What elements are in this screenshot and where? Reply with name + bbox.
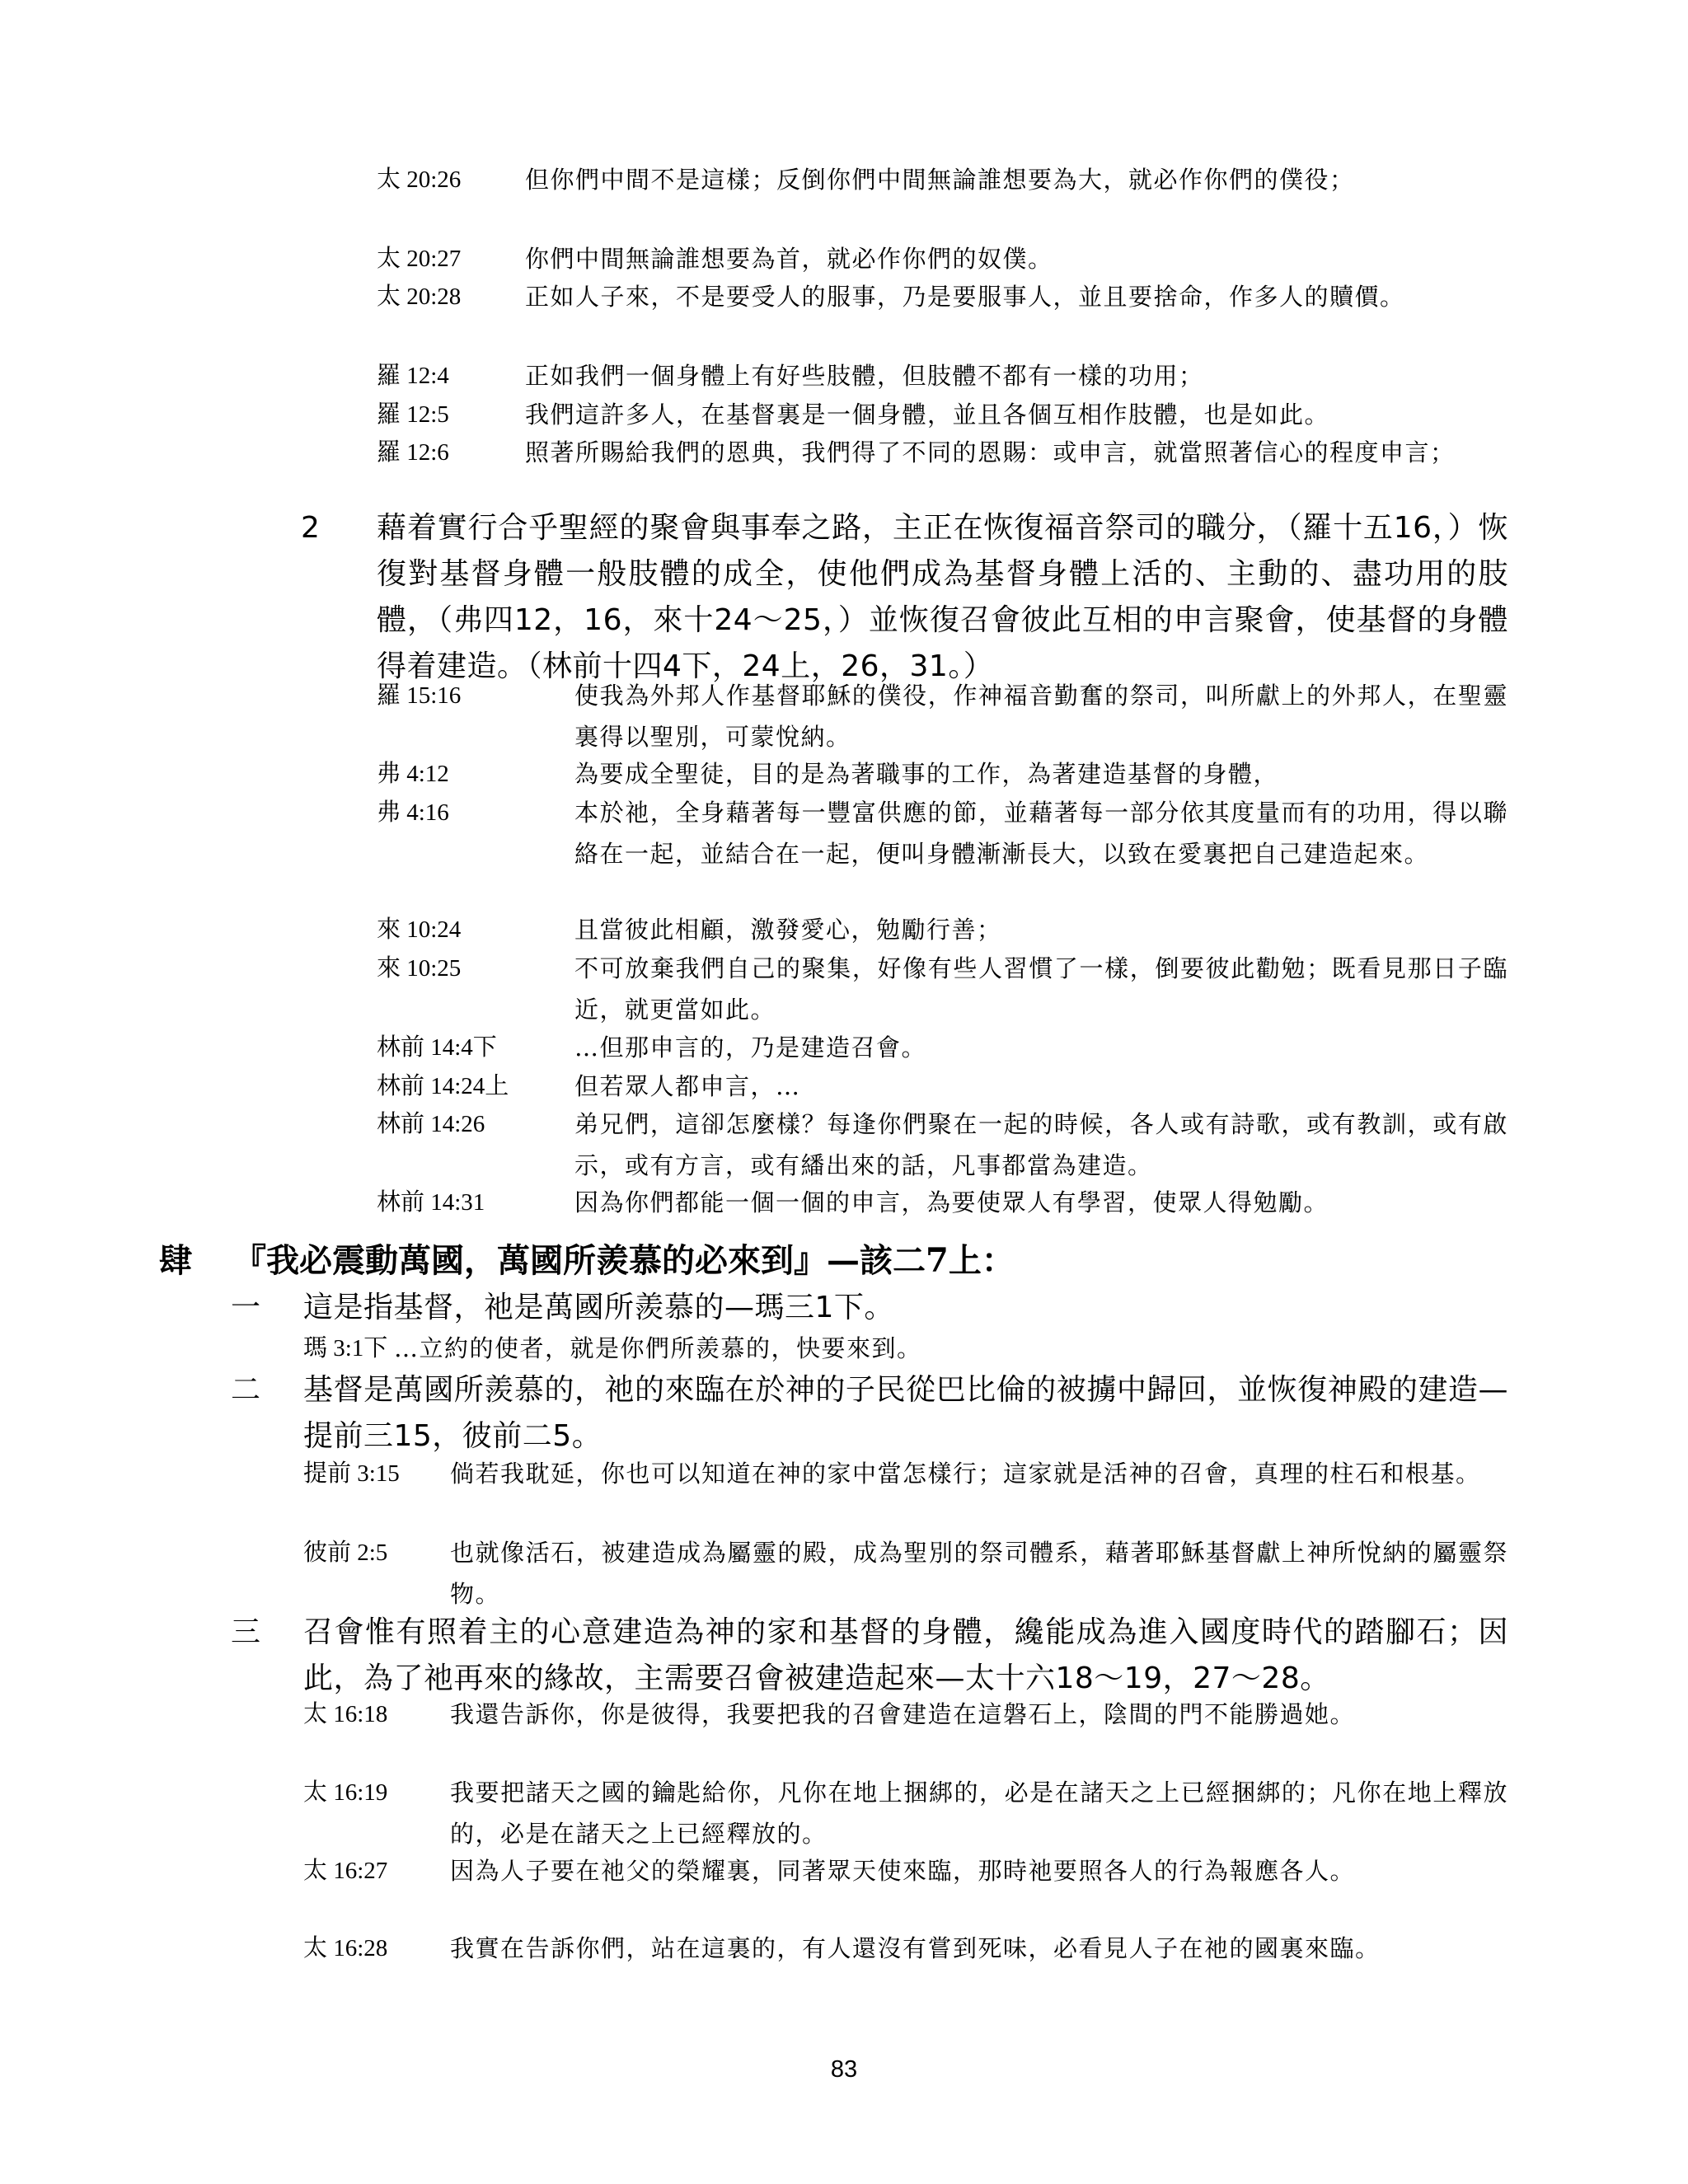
verse-row: [377, 675, 1508, 757]
verse-row: [377, 1104, 1508, 1186]
verse-row: [377, 1066, 1508, 1107]
point-number: 二: [231, 1373, 261, 1407]
verse-ref: 林前 14:24上: [377, 1073, 509, 1099]
verse-ref: 羅 12:4: [377, 363, 449, 389]
verse-row: [377, 238, 1508, 279]
verse-text: 你們中間無論誰想要為首，就必作你們的奴僕。: [525, 245, 1053, 273]
point-number: 2: [301, 511, 320, 545]
verse-ref: 太 20:27: [377, 246, 462, 272]
verse-row: [377, 276, 1508, 317]
verse-row: [377, 948, 1508, 1030]
verse-text: 我實在告訴你們，站在這裏的，有人還沒有嘗到死味，必看見人子在祂的國裏來臨。: [450, 1934, 1381, 1962]
verse-row: [303, 1928, 1508, 1969]
outline-point: [231, 1367, 1508, 1460]
verse-ref: 羅 12:5: [377, 401, 449, 428]
verse-row: [377, 1027, 1508, 1068]
verse-ref: 太 20:28: [377, 284, 462, 310]
verse-text: 且當彼此相顧，激發愛心，勉勵行善；: [574, 916, 1002, 944]
verse-text: 弟兄們，這卻怎麼樣？每逢你們聚在一起的時候，各人或有詩歌，或有教訓，或有啟示，或有方言，或有繙出來的話，凡事都當為建造。: [574, 1110, 1508, 1179]
verse-text: 但你們中間不是這樣；反倒你們中間無論誰想要為大，就必作你們的僕役；: [525, 166, 1355, 194]
verse-ref: 來 10:24: [377, 916, 462, 943]
verse-text: …立約的使者，就是你們所羨慕的，快要來到。: [394, 1334, 922, 1362]
verse-ref: 林前 14:31: [377, 1189, 485, 1216]
verse-text: …但那申言的，乃是建造召會。: [574, 1033, 927, 1062]
section-title: 『我必震動萬國，萬國所羨慕的必來到』—該二7上：: [233, 1241, 1015, 1280]
verse-ref: 弗 4:12: [377, 761, 449, 787]
verse-row: [377, 159, 1508, 200]
point-text: 基督是萬國所羨慕的，祂的來臨在於神的子民從巴比倫的被擄中歸回，並恢復神殿的建造—提前三15，彼前二5。: [303, 1373, 1508, 1453]
outline-point: [231, 1610, 1508, 1702]
verse-text: 但若眾人都申言，…: [574, 1072, 801, 1100]
verse-row: [377, 909, 1508, 950]
verse-row: [377, 355, 1508, 396]
verse-text: 不可放棄我們自己的聚集，好像有些人習慣了一樣，倒要彼此勸勉；既看見那日子臨近，就更當如此。: [574, 954, 1508, 1024]
verse-row: [377, 753, 1508, 794]
point-number: 一: [231, 1291, 261, 1324]
verse-ref: 太 16:28: [303, 1935, 388, 1961]
verse-text: 本於祂，全身藉著每一豐富供應的節，並藉著每一部分依其度量而有的功用，得以聯絡在一起，並結合在一起，便叫身體漸漸長大，以致在愛裏把自己建造起來。: [574, 799, 1508, 868]
verse-text: 使我為外邦人作基督耶穌的僕役，作神福音勤奮的祭司，叫所獻上的外邦人，在聖靈裏得以聖別，可蒙悅納。: [574, 682, 1508, 751]
verse-text: 正如我們一個身體上有好些肢體，但肢體不都有一樣的功用；: [525, 362, 1204, 390]
verse-ref: 林前 14:4下: [377, 1034, 497, 1061]
verse-text: 我還告訴你，你是彼得，我要把我的召會建造在這磐石上，陰間的門不能勝過她。: [450, 1700, 1356, 1728]
verse-text: 倘若我耽延，你也可以知道在神的家中當怎樣行；這家就是活神的召會，真理的柱石和根基。: [450, 1460, 1481, 1488]
verse-ref: 弗 4:16: [377, 799, 449, 826]
verse-text: 因為人子要在祂父的榮耀裏，同著眾天使來臨，那時祂要照各人的行為報應各人。: [450, 1857, 1356, 1885]
verse-ref: 羅 12:6: [377, 439, 449, 466]
verse-row: [377, 394, 1508, 435]
verse-row: [303, 1694, 1508, 1735]
verse-ref: 瑪 3:1下: [303, 1335, 388, 1361]
page-number: 83: [830, 2056, 858, 2083]
point-text: 召會惟有照着主的心意建造為神的家和基督的身體，纔能成為進入國度時代的踏腳石；因此，為了祂再來的緣故，主需要召會被建造起來—太十六18～19，27～28。: [303, 1615, 1508, 1695]
verse-ref: 提前 3:15: [303, 1460, 400, 1487]
verse-ref: 羅 15:16: [377, 682, 462, 709]
section-number: 肆: [159, 1241, 192, 1280]
verse-text: 照著所賜給我們的恩典，我們得了不同的恩賜：或申言，就當照著信心的程度申言；: [525, 438, 1456, 466]
verse-row: [303, 1850, 1508, 1891]
verse-ref: 林前 14:26: [377, 1111, 485, 1137]
verse-ref: 來 10:25: [377, 955, 462, 982]
outline-point: [301, 505, 1508, 690]
verse-text: 也就像活石，被建造成為屬靈的殿，成為聖別的祭司體系，藉著耶穌基督獻上神所悅納的屬靈祭物。: [450, 1539, 1508, 1608]
verse-row: [377, 1182, 1508, 1223]
point-text: 這是指基督，祂是萬國所羨慕的—瑪三1下。: [303, 1291, 894, 1324]
verse-row: [377, 432, 1508, 473]
verse-ref: 太 16:18: [303, 1701, 388, 1727]
section-heading: [159, 1238, 1511, 1284]
verse-row: [303, 1772, 1508, 1854]
outline-point: [231, 1285, 1508, 1331]
verse-text: 為要成全聖徒，目的是為著職事的工作，為著建造基督的身體，: [574, 760, 1279, 788]
verse-text: 我要把諸天之國的鑰匙給你，凡你在地上捆綁的，必是在諸天之上已經捆綁的；凡你在地上釋放的，必是在諸天之上已經釋放的。: [450, 1779, 1508, 1848]
verse-ref: 太 16:19: [303, 1779, 388, 1806]
verse-text: 因為你們都能一個一個的申言，為要使眾人有學習，使眾人得勉勵。: [574, 1188, 1329, 1216]
verse-ref: 彼前 2:5: [303, 1540, 388, 1566]
verse-row: [303, 1453, 1508, 1494]
verse-ref: 太 16:27: [303, 1858, 388, 1884]
point-text: 藉着實行合乎聖經的聚會與事奉之路，主正在恢復福音祭司的職分，（羅十五16，）恢復對基督身體一般肢體的成全，使他們成為基督身體上活的、主動的、盡功用的肢體，（弗四12，16，來十24～25，）並恢復召會彼此互相的申言聚會，使基督的身體得着建造。（林前十四4下，24上，26，31。）: [377, 511, 1508, 683]
verse-row: [377, 792, 1508, 874]
point-number: 三: [231, 1615, 261, 1649]
verse-row: [303, 1532, 1508, 1615]
verse-row: [303, 1328, 1508, 1369]
verse-text: 正如人子來，不是要受人的服事，乃是要服事人，並且要捨命，作多人的贖價。: [525, 283, 1405, 311]
verse-text: 我們這許多人，在基督裏是一個身體，並且各個互相作肢體，也是如此。: [525, 401, 1330, 429]
verse-ref: 太 20:26: [377, 166, 462, 193]
